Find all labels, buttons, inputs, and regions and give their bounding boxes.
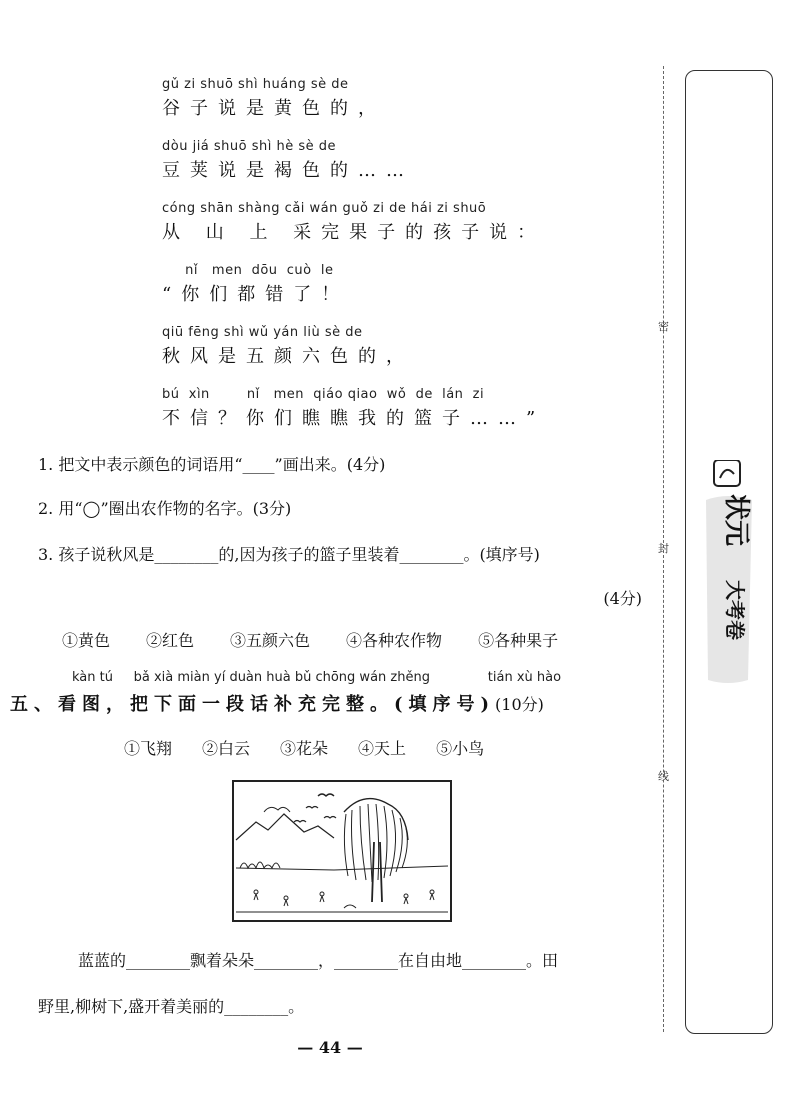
question-1: 1. 把文中表示颜色的词语用“____”画出来。(4分) [38,455,386,474]
option-1: ①黄色 [62,631,111,650]
poem-line-4 [162,262,349,310]
svg-text:大考卷: 大考卷 [723,580,747,640]
svg-text:状元: 状元 [721,493,751,547]
pinyin-row: gǔ zi shuō shì huáng sè de [162,77,349,92]
pinyin-row: bú xìn nǐ men qiáo qiao wǒ de lán zi [162,387,485,402]
poem-line-2 [162,138,414,186]
poem-line-3 [162,200,545,248]
section5-title [10,690,544,716]
fill-sentence-line-2: 野里,柳树下,盛开着美丽的________。 [38,997,305,1016]
hanzi-row: 秋风是五颜六色的， [162,346,414,367]
margin-label-feng: 封 [658,542,669,555]
margin-label-mi: 密 [658,320,669,333]
question-2: 2. 用“◯”圈出农作物的名字。(3分) [38,499,292,518]
hanzi-row: 豆荚说是褐色的…… [162,160,414,181]
pinyin-row: cóng shān shàng cǎi wán guǒ zi de hái zi shuō [162,201,487,216]
brand-logo [700,460,756,690]
option-2: ②白云 [202,739,251,758]
option-3: ③花朵 [280,739,329,758]
willow-landscape-drawing [234,782,450,920]
option-4: ④天上 [358,739,407,758]
question-3: 3. 孩子说秋风是________的,因为孩子的篮子里装着________。(填序号) [38,545,540,564]
question-3-options [62,628,594,651]
hanzi-row: 谷子说是黄色的， [162,98,386,119]
poem-line-5 [162,324,414,372]
pinyin-row: qiū fēng shì wǔ yán liù sè de [162,325,363,340]
option-2: ②红色 [146,631,195,650]
hanzi-row: 从 山 上 采完果子的孩子说： [162,222,546,243]
margin-label-xian: 线 [658,770,669,783]
poem-line-6 [162,386,545,434]
option-5: ⑤小鸟 [436,739,485,758]
section5-pinyin: kàn tú bǎ xià miàn yí duàn huà bǔ chōng wán zhěng tián xù hào [72,670,562,685]
option-3: ③五颜六色 [230,631,311,650]
page-number: — 44 — [297,1038,363,1057]
hanzi-row: 不信？你们瞧瞧我的篮子……” [162,408,546,429]
brand-logo-icon [700,460,756,690]
hanzi-row: “你们都错了！ [162,284,350,305]
option-1: ①飞翔 [124,739,173,758]
question-3-score: (4分) [603,589,642,608]
option-5: ⑤各种果子 [478,631,559,650]
section5-score: (10分) [495,695,544,714]
section5-title-text: 五、看图，把下面一段话补充完整。(填序号) [10,694,496,715]
illustration-willow-birds [232,780,452,922]
fill-sentence-line-1: 蓝蓝的________飘着朵朵________，________在自由地________。田 [78,951,559,970]
option-4: ④各种农作物 [346,631,443,650]
pinyin-row: nǐ men dōu cuò le [162,263,334,278]
poem-line-1 [162,76,386,124]
section5-options [124,736,514,759]
pinyin-row: dòu jiá shuō shì hè sè de [162,139,337,154]
